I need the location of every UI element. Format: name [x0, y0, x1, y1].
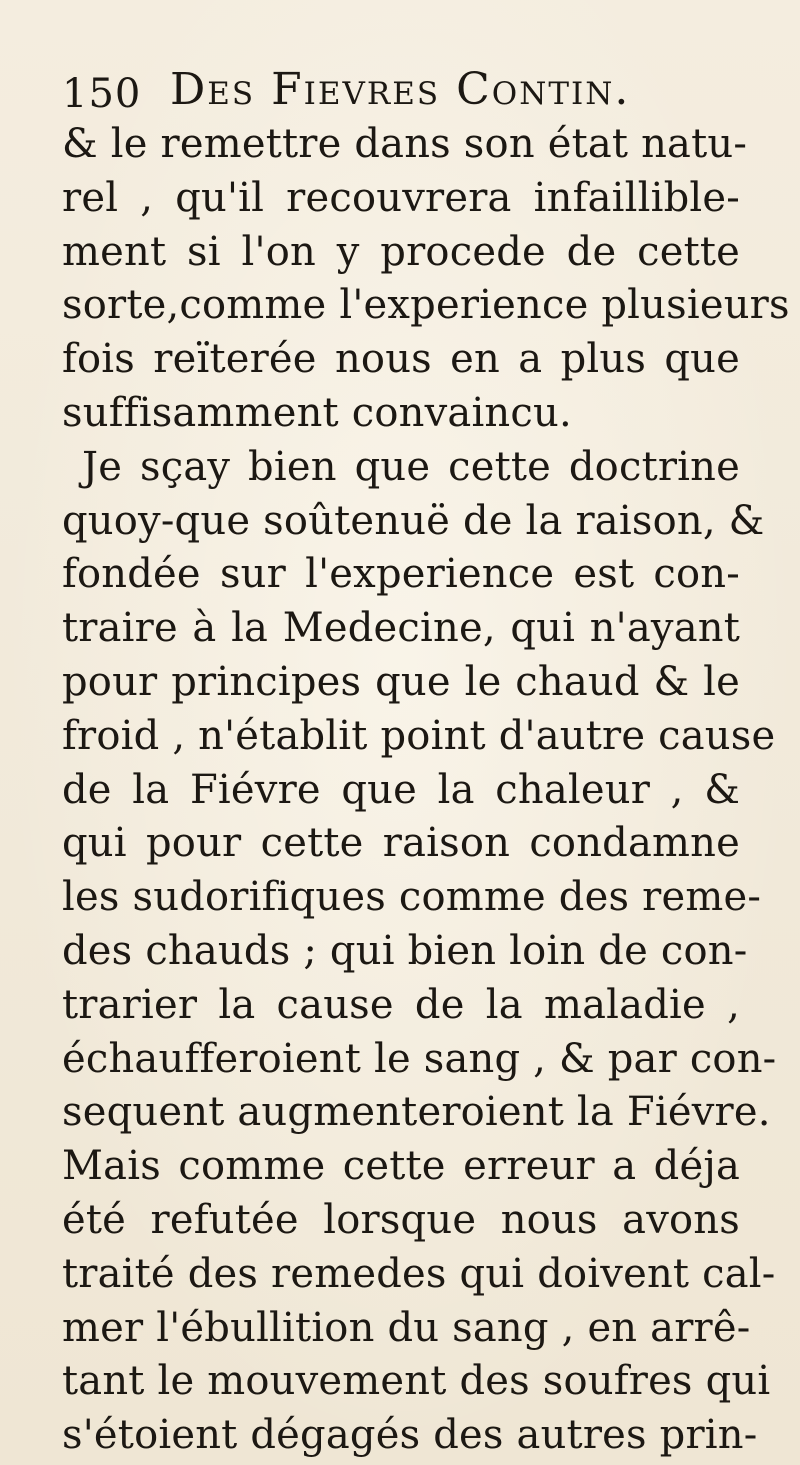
- text-line: & le remettre dans son état natu-: [62, 121, 748, 167]
- text-line: des chauds ; qui bien loin de con-: [62, 927, 748, 974]
- body-text: [62, 118, 790, 1463]
- text-line: rel , qu'il recouvrera infaillible-: [62, 174, 740, 221]
- text-line: les sudorifiques comme des reme-: [62, 874, 762, 921]
- text-line: traire à la Medecine, qui n'ayant: [62, 605, 740, 652]
- text-line: été refutée lorsque nous avons: [62, 1196, 740, 1243]
- text-line: de la Fiévre que la chaleur , &: [62, 766, 740, 813]
- text-line: trarier la cause de la maladie ,: [62, 981, 740, 1028]
- running-title: Des Fievres Contin.: [170, 64, 631, 115]
- running-head: [62, 62, 762, 118]
- text-line: s'étoient dégagés des autres prin-: [62, 1412, 758, 1459]
- page-number: 150: [62, 71, 142, 117]
- text-line: traité des remedes qui doivent cal-: [62, 1250, 776, 1297]
- text-line: quoy-que soûtenuë de la raison, &: [62, 497, 765, 544]
- text-line: qui pour cette raison condamne: [62, 820, 740, 867]
- text-line: tant le mouvement des soufres qui: [62, 1358, 771, 1405]
- text-line: fois reïterée nous en a plus que: [62, 336, 740, 383]
- text-line: Je sçay bien que cette doctrine: [82, 443, 740, 490]
- text-line: échaufferoient le sang , & par con-: [62, 1035, 777, 1082]
- text-line: ment si l'on y procede de cette: [62, 228, 740, 275]
- text-line: sorte,comme l'experience plusieurs: [62, 282, 790, 329]
- text-line: suffisamment convaincu.: [62, 389, 572, 436]
- text-line: mer l'ébullition du sang , en arrê-: [62, 1304, 751, 1351]
- text-line: Mais comme cette erreur a déja: [62, 1143, 740, 1190]
- text-line: froid , n'établit point d'autre cause: [62, 712, 776, 759]
- text-line: sequent augmenteroient la Fiévre.: [62, 1089, 771, 1136]
- text-line: fondée sur l'experience est con-: [62, 551, 740, 598]
- text-line: pour principes que le chaud & le: [62, 658, 740, 705]
